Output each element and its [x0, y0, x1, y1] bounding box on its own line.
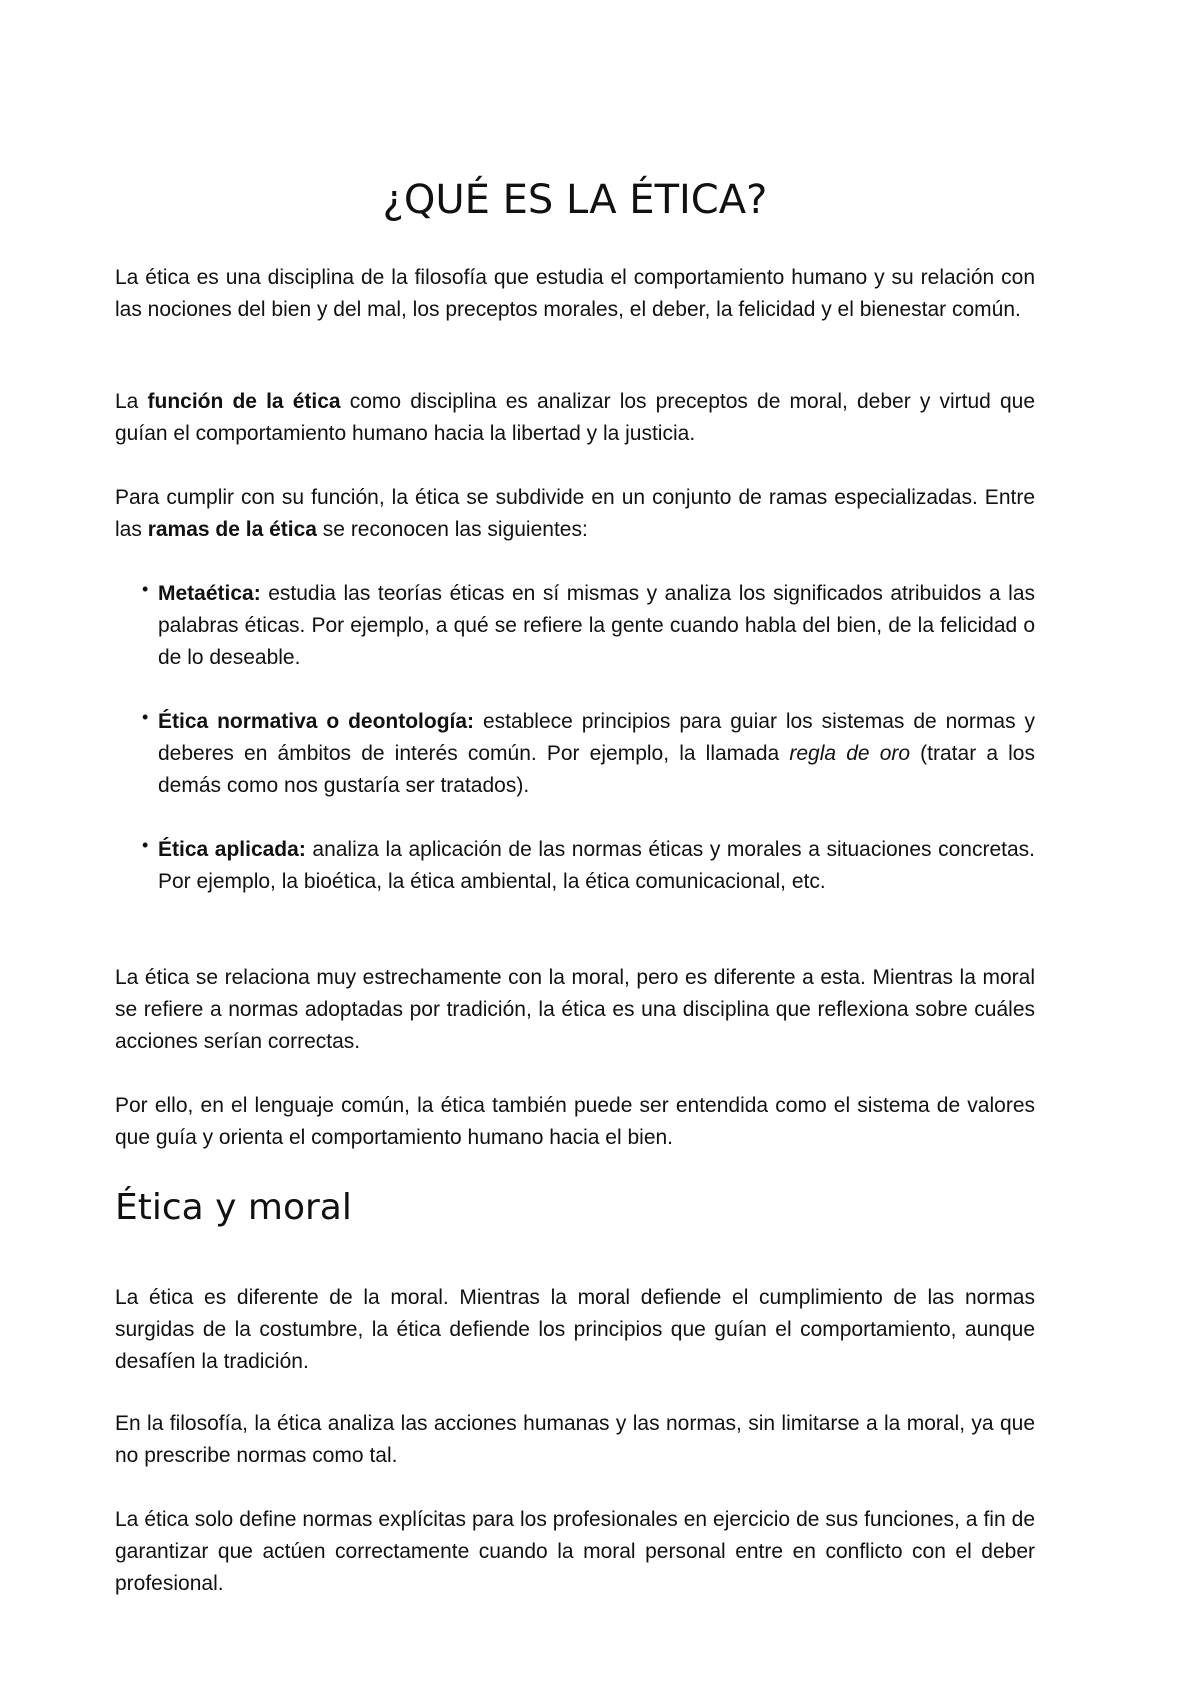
ramas-list: [115, 578, 1035, 898]
bullet-text: estudia las teorías éticas en sí mismas y analiza los significados atribuidos a las palabras éticas. Por ejemplo, a qué se refiere la gente cuando habla del bien, de la felicidad o de lo deseable.: [158, 582, 1035, 669]
paragraph-intro: [115, 262, 1035, 326]
bullet-icon: •: [142, 707, 149, 727]
paragraph-intro-text: La ética es una disciplina de la filosofía que estudia el comportamiento humano y su relación con las nociones del bien y del mal, los preceptos morales, el deber, la felicidad y el bienestar común.: [115, 266, 1035, 321]
paragraph-filosofia-text: En la filosofía, la ética analiza las acciones humanas y las normas, sin limitarse a la moral, ya que no prescribe normas como tal.: [115, 1412, 1035, 1467]
text-run: se reconocen las siguientes:: [316, 518, 588, 541]
list-item: [115, 578, 1035, 674]
bullet-term: Ética aplicada:: [158, 838, 306, 861]
bullet-icon: •: [142, 835, 149, 855]
bullet-text: analiza la aplicación de las normas éticas y morales a situaciones concretas. Por ejemplo, la bioética, la ética ambiental, la ética comunicacional, etc.: [158, 838, 1035, 893]
bullet-text: establece principios para guiar los sistemas de normas y deberes en ámbitos de interés común. Por ejemplo, la llamada: [158, 710, 1035, 765]
paragraph-por-ello: [115, 1090, 1035, 1154]
paragraph-diferente: [115, 1282, 1035, 1378]
paragraph-relacion: [115, 962, 1035, 1058]
paragraph-diferente-text: La ética es diferente de la moral. Mientras la moral defiende el cumplimiento de las normas surgidas de la costumbre, la ética defiende los principios que guían el comportamiento, aunque desafíen la tradición.: [115, 1286, 1035, 1373]
bold-term: función de la ética: [147, 390, 341, 413]
italic-term: regla de oro: [789, 742, 911, 765]
paragraph-ramas-text: [115, 482, 1035, 546]
paragraph-funcion-text: [115, 386, 1035, 450]
bullet-term: Ética normativa o deontología:: [158, 710, 475, 733]
bullet-text: (tratar a los demás como nos gustaría ser tratados).: [158, 742, 1035, 797]
list-item: [115, 834, 1035, 898]
text-run: Para cumplir con su función, la ética se subdivide en un conjunto de ramas especializadas. Entre las: [115, 486, 1035, 541]
bold-term: ramas de la ética: [147, 518, 317, 541]
text-run: como disciplina es analizar los preceptos de moral, deber y virtud que guían el comportamiento humano hacia la libertad y la justicia.: [115, 390, 1035, 445]
section-heading: Ética y moral: [115, 1187, 352, 1228]
page-title: ¿QUÉ ES LA ÉTICA?: [382, 177, 768, 223]
text-run: La: [115, 390, 148, 413]
bullet-term: Metaética:: [158, 582, 261, 605]
list-item: [115, 706, 1035, 802]
paragraph-filosofia: [115, 1408, 1035, 1472]
paragraph-profesionales-text: La ética solo define normas explícitas para los profesionales en ejercicio de sus funciones, a fin de garantizar que actúen correctamente cuando la moral personal entre en conflicto con el deber profesional.: [115, 1508, 1035, 1595]
paragraph-profesionales: [115, 1504, 1035, 1600]
bullet-icon: •: [142, 579, 149, 599]
paragraph-por-ello-text: Por ello, en el lenguaje común, la ética también puede ser entendida como el sistema de valores que guía y orienta el comportamiento humano hacia el bien.: [115, 1094, 1035, 1149]
paragraph-funcion: [115, 386, 1035, 450]
paragraph-relacion-text: La ética se relaciona muy estrechamente con la moral, pero es diferente a esta. Mientras la moral se refiere a normas adoptadas por tradición, la ética es una disciplina que reflexiona sobre cuáles acciones serían correctas.: [115, 966, 1035, 1053]
paragraph-ramas-intro: [115, 482, 1035, 546]
